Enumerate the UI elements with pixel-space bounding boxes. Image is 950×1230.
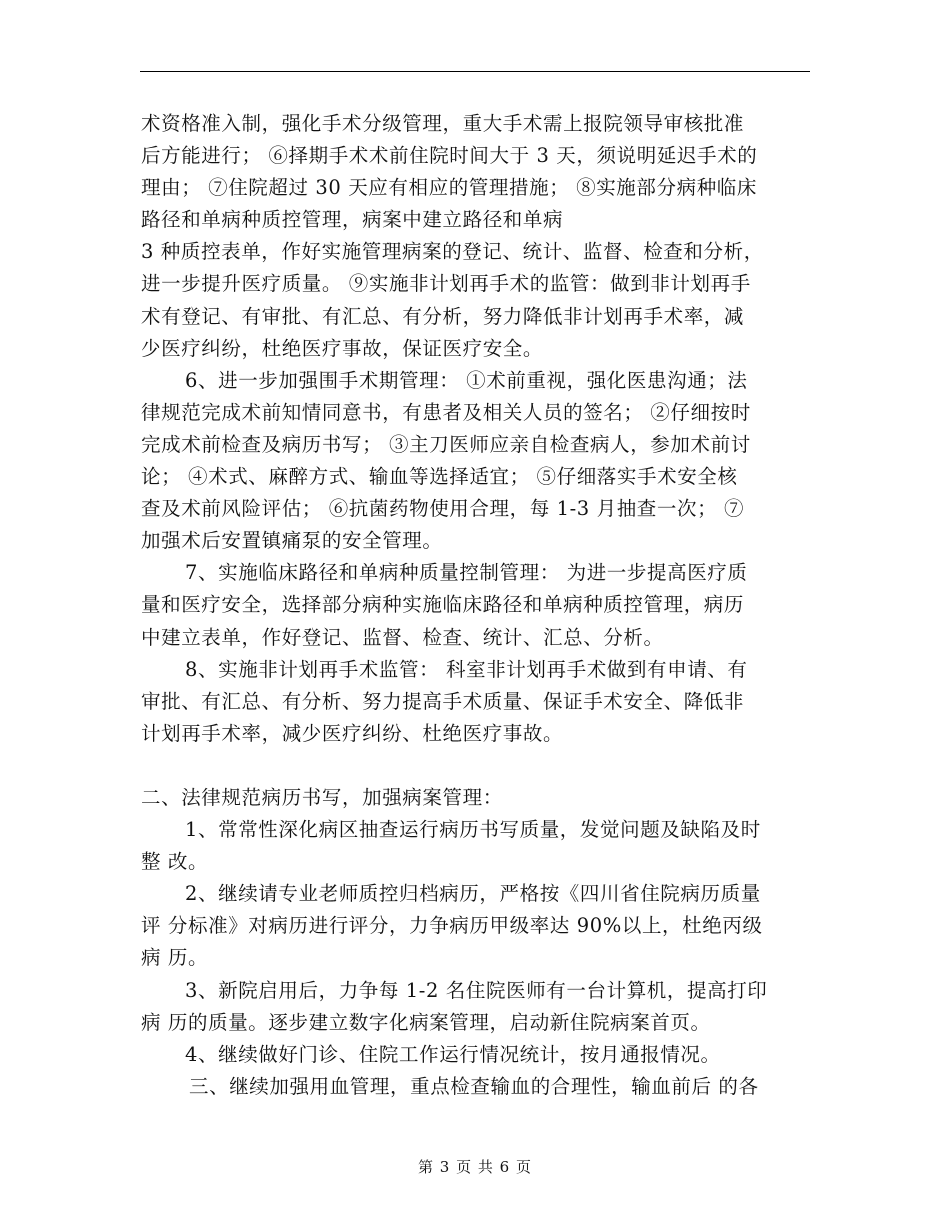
text-line: 加强术后安置镇痛泵的安全管理。 bbox=[141, 529, 443, 553]
text-line: 整 改。 bbox=[141, 850, 209, 874]
text-line: 计划再手术率，减少医疗纠纷、杜绝医疗事故。 bbox=[141, 721, 564, 745]
paragraph-6-start: 6、进一步加强围手术期管理： ①术前重视，强化医患沟通；法 bbox=[185, 368, 748, 392]
section-3-heading: 三、继续加强用血管理，重点检查输血的合理性，输血前后 的各 bbox=[189, 1074, 759, 1098]
text-line: 评 分标准》对病历进行评分，力争病历甲级率达 90%以上，杜绝丙级 bbox=[141, 914, 763, 938]
item-4-start: 4、继续做好门诊、住院工作运行情况统计，按月通报情况。 bbox=[185, 1042, 721, 1066]
text-line: 论； ④术式、麻醉方式、输血等选择适宜； ⑤仔细落实手术安全核 bbox=[141, 465, 738, 489]
item-1-start: 1、常常性深化病区抽查运行病历书写质量，发觉问题及缺陷及时 bbox=[185, 818, 761, 842]
text-line: 量和医疗安全，选择部分病种实施临床路径和单病种质控管理，病历 bbox=[141, 593, 745, 617]
item-2-start: 2、继续请专业老师质控归档病历，严格按《四川省住院病历质量 bbox=[185, 882, 761, 906]
text-line: 病 历。 bbox=[141, 946, 209, 970]
text-line: 查及术前风险评估； ⑥抗菌药物使用合理，每 1-3 月抽查一次； ⑦ bbox=[141, 497, 745, 521]
text-line: 完成术前检查及病历书写； ③主刀医师应亲自检查病人，参加术前讨 bbox=[141, 432, 751, 456]
page-footer: 第 3 页 共 6 页 bbox=[418, 1158, 532, 1176]
document-body bbox=[141, 108, 811, 1103]
text-line: 理由； ⑦住院超过 30 天应有相应的管理措施； ⑧实施部分病种临床 bbox=[141, 176, 758, 200]
text-line: 后方能进行； ⑥择期手术术前住院时间大于 3 天，须说明延迟手术的 bbox=[141, 144, 758, 168]
text-line: 路径和单病种质控管理，病案中建立路径和单病 bbox=[141, 208, 564, 232]
text-line: 3 种质控表单，作好实施管理病案的登记、统计、监督、检查和分析， bbox=[141, 240, 764, 264]
paragraph-7-start: 7、实施临床路径和单病种质量控制管理： 为进一步提高医疗质 bbox=[185, 561, 748, 585]
header-rule bbox=[140, 71, 810, 72]
blank-line bbox=[141, 750, 811, 782]
text-line: 中建立表单，作好登记、监督、检查、统计、汇总、分析。 bbox=[141, 625, 664, 649]
text-line: 少医疗纠纷，杜绝医疗事故，保证医疗安全。 bbox=[141, 336, 544, 360]
paragraph-8-start: 8、实施非计划再手术监管： 科室非计划再手术做到有申请、有 bbox=[185, 657, 748, 681]
text-line: 病 历的质量。逐步建立数字化病案管理，启动新住院病案首页。 bbox=[141, 1010, 711, 1034]
item-3-start: 3、新院启用后，力争每 1-2 名住院医师有一台计算机，提高打印 bbox=[185, 978, 768, 1002]
text-line: 审批、有汇总、有分析、努力提高手术质量、保证手术安全、降低非 bbox=[141, 689, 745, 713]
text-line: 术资格准入制，强化手术分级管理，重大手术需上报院领导审核批准 bbox=[141, 112, 745, 135]
text-line: 律规范完成术前知情同意书，有患者及相关人员的签名； ②仔细按时 bbox=[141, 400, 751, 424]
text-line: 术有登记、有审批、有汇总、有分析，努力降低非计划再手术率，减 bbox=[141, 304, 745, 328]
section-2-heading: 二、法律规范病历书写，加强病案管理： bbox=[141, 785, 503, 809]
text-line: 进一步提升医疗质量。 ⑨实施非计划再手术的监管：做到非计划再手 bbox=[141, 272, 751, 296]
